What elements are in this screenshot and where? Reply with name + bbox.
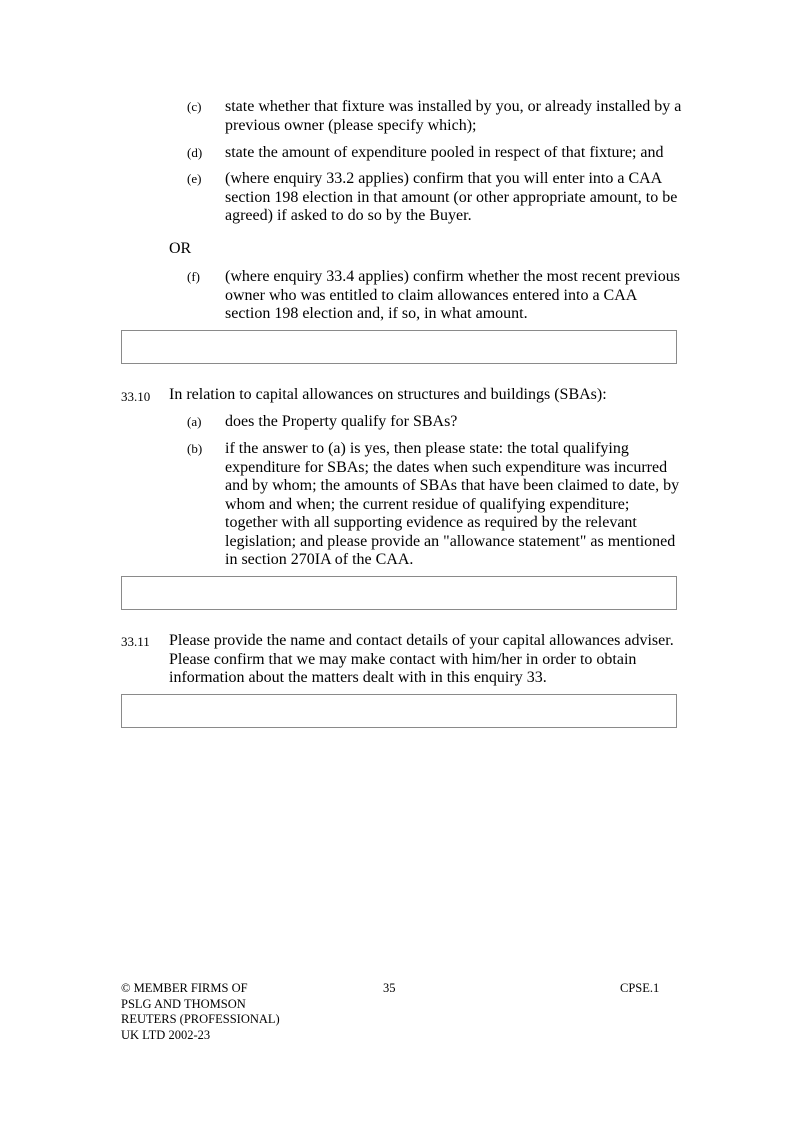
item-label: (b)	[187, 441, 203, 456]
item-text: state the amount of expenditure pooled in respect of that fixture; and	[225, 144, 664, 161]
answer-box-33-9[interactable]	[121, 330, 677, 364]
item-label: (a)	[187, 414, 202, 429]
answer-box-33-10[interactable]	[121, 576, 677, 610]
form-code: CPSE.1	[620, 981, 660, 995]
item-label: (c)	[187, 99, 202, 114]
page-number: 35	[383, 981, 396, 995]
item-label: (f)	[187, 269, 200, 284]
answer-box-33-11[interactable]	[121, 694, 677, 728]
item-text: does the Property qualify for SBAs?	[225, 413, 458, 430]
or-separator: OR	[169, 240, 192, 257]
item-text: if the answer to (a) is yes, then please state: the total qualifying expenditure for SBAs; the dates when such expenditure was incurred and by whom; the amounts of SBAs that have been claimed to date, by whom and when; the current residue of qualifying expenditure; together with all supporting evidence as required by the relevant legislation; and please provide an "allowance statement" as mentioned in section 270IA of the CAA.	[225, 440, 680, 568]
item-text: state whether that fixture was installed by you, or already installed by a previous owner (please specify which);	[225, 98, 682, 134]
enquiry-number: 33.11	[121, 634, 150, 649]
footer-copyright: © MEMBER FIRMS OF PSLG AND THOMSON REUTERS (PROFESSIONAL) UK LTD 2002-23	[121, 981, 280, 1042]
enquiry-text: Please provide the name and contact details of your capital allowances adviser. Please confirm that we may make contact with him/her in order to obtain information about the matters dealt with in this enquiry 33.	[169, 632, 674, 686]
item-text: (where enquiry 33.2 applies) confirm that you will enter into a CAA section 198 election in that amount (or other appropriate amount, to be agreed) if asked to do so by the Buyer.	[225, 170, 678, 224]
enquiry-number: 33.10	[121, 389, 151, 404]
item-label: (e)	[187, 171, 202, 186]
item-text: (where enquiry 33.4 applies) confirm whether the most recent previous owner who was entitled to claim allowances entered into a CAA section 198 election and, if so, in what amount.	[225, 268, 680, 322]
item-label: (d)	[187, 145, 203, 160]
enquiry-text: In relation to capital allowances on structures and buildings (SBAs):	[169, 386, 607, 403]
